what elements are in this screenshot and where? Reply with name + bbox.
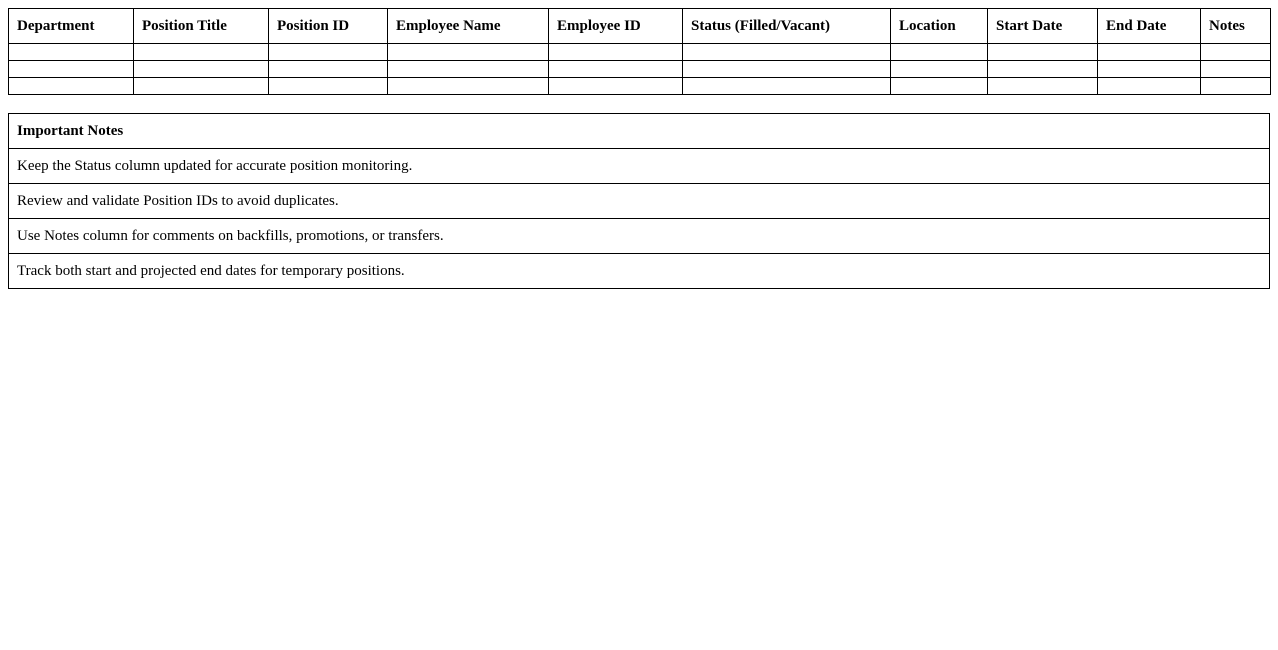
table-row bbox=[9, 78, 1271, 95]
column-header-status: Status (Filled/Vacant) bbox=[683, 9, 891, 44]
note-text: Use Notes column for comments on backfills, promotions, or transfers. bbox=[9, 219, 1270, 254]
notes-heading: Important Notes bbox=[9, 114, 1270, 149]
list-item bbox=[9, 184, 1270, 219]
table-row bbox=[9, 61, 1271, 78]
column-header-position-id: Position ID bbox=[269, 9, 388, 44]
table-cell bbox=[1098, 78, 1201, 95]
table-cell bbox=[269, 44, 388, 61]
column-header-location: Location bbox=[891, 9, 988, 44]
table-cell bbox=[891, 61, 988, 78]
column-header-employee-id: Employee ID bbox=[549, 9, 683, 44]
table-cell bbox=[683, 61, 891, 78]
list-item bbox=[9, 254, 1270, 289]
table-cell bbox=[891, 78, 988, 95]
table-cell bbox=[9, 44, 134, 61]
note-text: Review and validate Position IDs to avoid duplicates. bbox=[9, 184, 1270, 219]
table-cell bbox=[683, 78, 891, 95]
table-cell bbox=[988, 61, 1098, 78]
note-text: Keep the Status column updated for accurate position monitoring. bbox=[9, 149, 1270, 184]
table-cell bbox=[134, 44, 269, 61]
table-cell bbox=[549, 44, 683, 61]
column-header-employee-name: Employee Name bbox=[388, 9, 549, 44]
table-cell bbox=[988, 44, 1098, 61]
table-cell bbox=[549, 78, 683, 95]
table-cell bbox=[683, 44, 891, 61]
column-header-notes: Notes bbox=[1201, 9, 1271, 44]
table-cell bbox=[388, 44, 549, 61]
table-cell bbox=[134, 78, 269, 95]
table-cell bbox=[269, 78, 388, 95]
table-cell bbox=[891, 44, 988, 61]
table-cell bbox=[9, 78, 134, 95]
table-cell bbox=[1098, 61, 1201, 78]
column-header-end-date: End Date bbox=[1098, 9, 1201, 44]
table-cell bbox=[9, 61, 134, 78]
table-cell bbox=[549, 61, 683, 78]
table-cell bbox=[388, 61, 549, 78]
column-header-position-title: Position Title bbox=[134, 9, 269, 44]
list-item bbox=[9, 219, 1270, 254]
notes-header-row bbox=[9, 114, 1270, 149]
table-cell bbox=[134, 61, 269, 78]
table-cell bbox=[1201, 61, 1271, 78]
table-cell bbox=[1201, 78, 1271, 95]
positions-table bbox=[8, 8, 1271, 95]
table-cell bbox=[1201, 44, 1271, 61]
important-notes-table bbox=[8, 113, 1270, 289]
table-cell bbox=[1098, 44, 1201, 61]
column-header-department: Department bbox=[9, 9, 134, 44]
table-row bbox=[9, 44, 1271, 61]
table-cell bbox=[988, 78, 1098, 95]
list-item bbox=[9, 149, 1270, 184]
table-cell bbox=[388, 78, 549, 95]
column-header-start-date: Start Date bbox=[988, 9, 1098, 44]
table-cell bbox=[269, 61, 388, 78]
positions-header-row bbox=[9, 9, 1271, 44]
note-text: Track both start and projected end dates for temporary positions. bbox=[9, 254, 1270, 289]
